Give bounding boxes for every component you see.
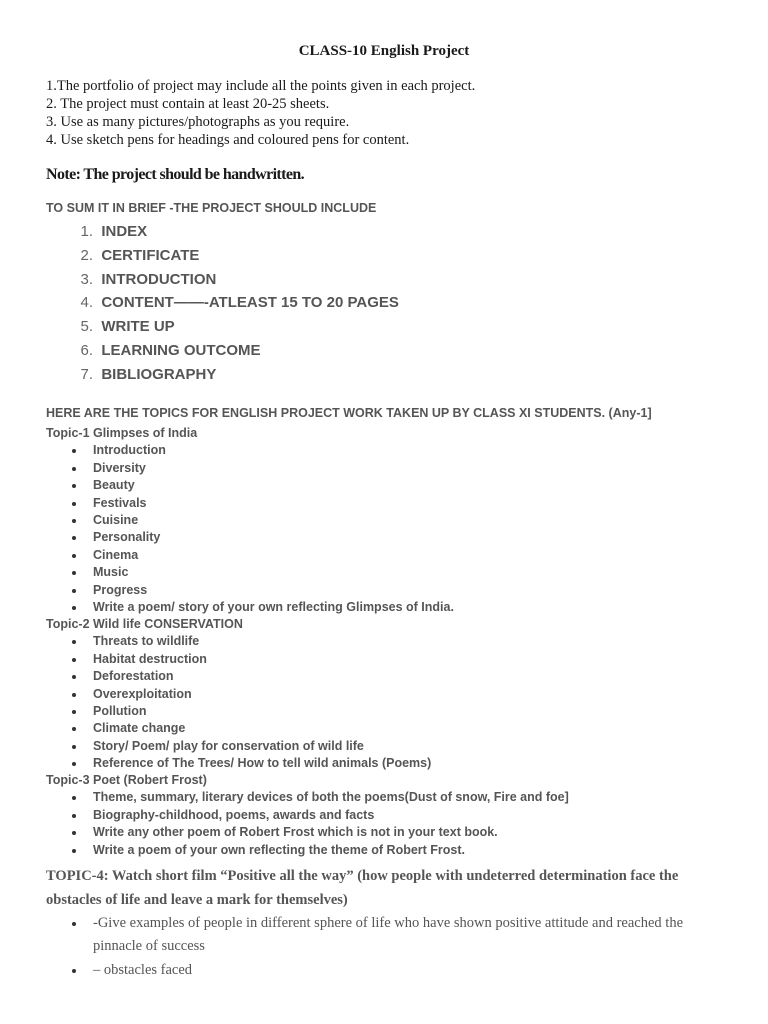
list-item bbox=[46, 512, 736, 529]
bullet-icon bbox=[72, 658, 76, 662]
bullet-icon bbox=[72, 969, 76, 973]
rule-item: 3. Use as many pictures/photographs as you require. bbox=[46, 114, 350, 130]
brief-item bbox=[46, 268, 399, 292]
brief-item-number: 5. bbox=[80, 318, 93, 336]
handwritten-note: Note: The project should be handwritten. bbox=[46, 166, 305, 183]
topic-1-title: Topic-1 Glimpses of India bbox=[46, 426, 198, 440]
list-item bbox=[46, 495, 736, 512]
list-item-text: Music bbox=[93, 565, 129, 580]
list-item bbox=[46, 529, 736, 546]
list-item-text: Overexploitation bbox=[93, 686, 192, 701]
bullet-icon bbox=[72, 484, 76, 488]
list-item-text: Threats to wildlife bbox=[93, 634, 200, 649]
topic-1-section bbox=[46, 425, 736, 616]
list-item-text: Biography-childhood, poems, awards and facts bbox=[93, 807, 375, 822]
topic-3-title: Topic-3 Poet (Robert Frost) bbox=[46, 773, 207, 787]
list-item bbox=[46, 912, 716, 958]
bullet-icon bbox=[72, 606, 76, 610]
brief-item-number: 3. bbox=[80, 270, 93, 288]
brief-item-number: 6. bbox=[80, 341, 93, 359]
bullet-icon bbox=[72, 922, 76, 926]
bullet-icon bbox=[72, 849, 76, 853]
list-item bbox=[46, 633, 736, 650]
bullet-icon bbox=[72, 727, 76, 731]
topic-2-title: Topic-2 Wild life CONSERVATION bbox=[46, 617, 243, 631]
list-item-text: Story/ Poem/ play for conservation of wild life bbox=[93, 738, 364, 753]
bullet-icon bbox=[72, 536, 76, 540]
bullet-icon bbox=[72, 554, 76, 558]
list-item-text: Write any other poem of Robert Frost which is not in your text book. bbox=[93, 825, 498, 840]
bullet-icon bbox=[72, 502, 76, 506]
topic-3-section bbox=[46, 772, 736, 859]
page-title: CLASS-10 English Project bbox=[298, 43, 470, 59]
list-item-text: Cinema bbox=[93, 547, 139, 562]
list-item-text: Reference of The Trees/ How to tell wild animals (Poems) bbox=[93, 756, 432, 771]
bullet-icon bbox=[72, 467, 76, 471]
list-item bbox=[46, 959, 716, 982]
list-item bbox=[46, 599, 736, 616]
rule-item: 4. Use sketch pens for headings and coloured pens for content. bbox=[46, 132, 410, 148]
brief-item-number: 1. bbox=[80, 223, 93, 240]
brief-item-text: LEARNING OUTCOME bbox=[101, 341, 261, 359]
topic-4-list bbox=[46, 912, 716, 983]
list-item-text: Cuisine bbox=[93, 512, 139, 527]
bullet-icon bbox=[72, 710, 76, 714]
topic-1-list bbox=[46, 442, 736, 616]
bullet-icon bbox=[72, 640, 76, 644]
list-item bbox=[46, 807, 736, 824]
topics-heading: HERE ARE THE TOPICS FOR ENGLISH PROJECT WORK TAKEN UP BY CLASS XI STUDENTS. (Any-1] bbox=[46, 406, 652, 420]
brief-item-number: 2. bbox=[80, 246, 93, 264]
list-item-text: Habitat destruction bbox=[93, 651, 207, 666]
brief-item-text: INDEX bbox=[101, 223, 148, 240]
topic-3-list bbox=[46, 789, 736, 859]
list-item bbox=[46, 460, 736, 477]
list-item bbox=[46, 564, 736, 581]
list-item-text: Climate change bbox=[93, 721, 186, 736]
bullet-icon bbox=[72, 693, 76, 697]
bullet-icon bbox=[72, 796, 76, 800]
list-item-text: Personality bbox=[93, 530, 161, 545]
list-item-text: Progress bbox=[93, 582, 148, 597]
bullet-icon bbox=[72, 814, 76, 818]
bullet-icon bbox=[72, 831, 76, 835]
bullet-icon bbox=[72, 589, 76, 593]
bullet-icon bbox=[72, 675, 76, 679]
brief-item bbox=[46, 339, 399, 363]
brief-list bbox=[46, 220, 399, 387]
bullet-icon bbox=[72, 745, 76, 749]
list-item-text: Beauty bbox=[93, 478, 135, 493]
brief-item-text: CONTENT——-ATLEAST 15 TO 20 PAGES bbox=[101, 294, 399, 312]
rules-list bbox=[46, 77, 726, 149]
list-item bbox=[46, 582, 736, 599]
list-item-text: Festivals bbox=[93, 495, 147, 510]
list-item bbox=[46, 842, 736, 859]
list-item bbox=[46, 442, 736, 459]
list-item-text: -Give examples of people in different sphere of life who have shown positive attitude and reached the pinnacle of success bbox=[93, 915, 684, 954]
brief-item bbox=[46, 244, 399, 268]
brief-item-text: BIBLIOGRAPHY bbox=[101, 365, 217, 383]
list-item-text: Write a poem of your own reflecting the theme of Robert Frost. bbox=[93, 842, 466, 857]
list-item bbox=[46, 703, 736, 720]
brief-item-number: 4. bbox=[80, 294, 93, 312]
topic-2-section bbox=[46, 616, 736, 773]
bullet-icon bbox=[72, 449, 76, 453]
rule-item: 2. The project must contain at least 20-25 sheets. bbox=[46, 96, 330, 112]
brief-item-text: WRITE UP bbox=[101, 318, 175, 336]
brief-item bbox=[46, 291, 399, 315]
topic-2-list bbox=[46, 633, 736, 772]
bullet-icon bbox=[72, 519, 76, 523]
brief-item bbox=[46, 363, 399, 387]
list-item-text: Diversity bbox=[93, 460, 146, 475]
brief-item bbox=[46, 220, 399, 244]
list-item bbox=[46, 668, 736, 685]
list-item bbox=[46, 738, 736, 755]
list-item bbox=[46, 651, 736, 668]
brief-item bbox=[46, 315, 399, 339]
brief-item-number: 7. bbox=[80, 365, 93, 383]
brief-item-text: CERTIFICATE bbox=[101, 246, 200, 264]
list-item bbox=[46, 477, 736, 494]
brief-item-text: INTRODUCTION bbox=[101, 270, 217, 288]
topic-4-title: TOPIC-4: Watch short film “Positive all the way” (how people with undeterred determination face the obstacles of life and leave a mark for themselves) bbox=[46, 868, 679, 908]
list-item-text: Write a poem/ story of your own reflecting Glimpses of India. bbox=[93, 599, 454, 614]
list-item-text: Introduction bbox=[93, 443, 166, 458]
list-item bbox=[46, 755, 736, 772]
bullet-icon bbox=[72, 762, 76, 766]
list-item-text: – obstacles faced bbox=[93, 962, 193, 978]
bullet-icon bbox=[72, 571, 76, 575]
list-item-text: Deforestation bbox=[93, 669, 174, 684]
list-item bbox=[46, 824, 736, 841]
list-item bbox=[46, 720, 736, 737]
list-item-text: Theme, summary, literary devices of both the poems(Dust of snow, Fire and foe] bbox=[93, 790, 569, 805]
list-item bbox=[46, 686, 736, 703]
brief-heading: TO SUM IT IN BRIEF -THE PROJECT SHOULD INCLUDE bbox=[46, 201, 377, 215]
rule-item: 1.The portfolio of project may include all the points given in each project. bbox=[46, 78, 476, 94]
list-item bbox=[46, 547, 736, 564]
list-item-text: Pollution bbox=[93, 703, 147, 718]
list-item bbox=[46, 789, 736, 806]
